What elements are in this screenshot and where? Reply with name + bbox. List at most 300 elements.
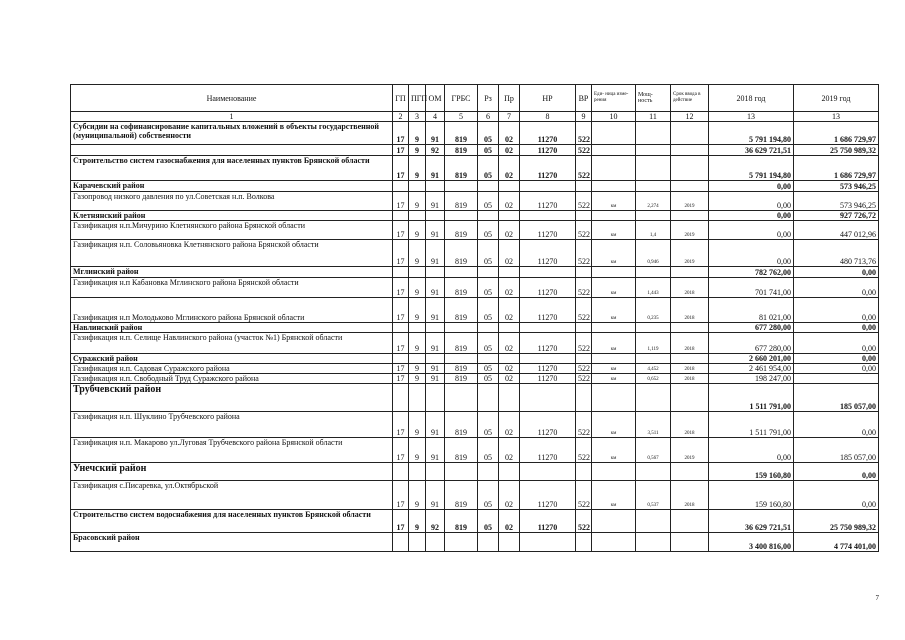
cell-gp: 17 [393,192,409,211]
cell-name: Мглинский район [71,267,393,278]
cell-y2018: 1 511 791,00 [709,384,794,412]
table-row [71,221,879,240]
cell-y2019: 0,00 [794,463,879,481]
cell-grbs [445,354,478,364]
cell-vr: 522 [576,298,592,323]
cell-rz [478,354,499,364]
cell-pr [499,533,520,552]
cell-power [636,211,671,221]
cell-np [520,181,576,192]
cell-unit [592,323,636,333]
cell-rz [478,181,499,192]
cell-name: Газификация н.п. Соловьяновка Клетнянского района Брянской области [71,240,393,267]
cell-y2018: 0,00 [709,438,794,463]
cell-y2018: 2 461 954,00 [709,364,794,374]
table-row [71,267,879,278]
cell-pr: 02 [499,510,520,533]
cell-grbs: 819 [445,412,478,438]
cell-unit [592,181,636,192]
column-index-cell: 12 [671,112,709,122]
cell-om: 92 [426,510,445,533]
cell-gp: 17 [393,510,409,533]
cell-gp [393,463,409,481]
cell-unit [592,122,636,145]
table-row [71,145,879,156]
cell-np: 11270 [520,145,576,156]
cell-y2018: 81 021,00 [709,298,794,323]
cell-gp: 17 [393,278,409,298]
cell-rz: 05 [478,145,499,156]
cell-np: 11270 [520,510,576,533]
cell-power: 1,443 [636,278,671,298]
cell-gp: 17 [393,240,409,267]
cell-term [671,354,709,364]
cell-grbs: 819 [445,192,478,211]
cell-np: 11270 [520,412,576,438]
cell-vr [576,267,592,278]
cell-y2018: 677 280,00 [709,333,794,354]
cell-y2019: 0,00 [794,481,879,510]
cell-grbs: 819 [445,221,478,240]
cell-om: 91 [426,438,445,463]
header-unit: Еди- ница изме- рения [592,85,636,112]
cell-np: 11270 [520,298,576,323]
header-name: Наименование [71,85,393,112]
header-2018: 2018 год [709,85,794,112]
cell-np: 11270 [520,364,576,374]
cell-name: Газификация н.п. Шуклино Трубчевского района [71,412,393,438]
cell-power [636,145,671,156]
cell-name: Газификация н.п. Селище Навлинского района (участок №1) Брянской области [71,333,393,354]
cell-pgp: 9 [409,278,426,298]
cell-power: 0,946 [636,240,671,267]
cell-np [520,354,576,364]
cell-name: Строительство систем газоснабжения для населенных пунктов Брянской области [71,156,393,181]
cell-vr [576,323,592,333]
cell-om [426,533,445,552]
cell-power: 1,4 [636,221,671,240]
cell-vr [576,211,592,221]
cell-term: 2018 [671,481,709,510]
cell-gp: 17 [393,374,409,384]
cell-power [636,533,671,552]
cell-y2018: 36 629 721,51 [709,510,794,533]
cell-np [520,267,576,278]
cell-y2019: 480 713,76 [794,240,879,267]
table-row [71,412,879,438]
cell-name: Карачевский район [71,181,393,192]
column-index-cell: 9 [576,112,592,122]
cell-unit [592,463,636,481]
cell-unit [592,533,636,552]
cell-vr: 522 [576,240,592,267]
cell-np: 11270 [520,240,576,267]
cell-power: 2,274 [636,192,671,211]
cell-y2019: 0,00 [794,364,879,374]
cell-y2018: 159 160,80 [709,481,794,510]
column-index-cell: 2 [393,112,409,122]
cell-vr: 522 [576,438,592,463]
cell-unit [592,145,636,156]
column-index-cell: 5 [445,112,478,122]
cell-pgp [409,267,426,278]
cell-y2019: 0,00 [794,278,879,298]
table-header-row [71,85,879,112]
cell-unit [592,384,636,412]
cell-rz: 05 [478,510,499,533]
cell-pgp: 9 [409,145,426,156]
cell-y2019: 1 686 729,97 [794,156,879,181]
cell-term [671,211,709,221]
cell-name: Газификация н.п. Садовая Суражского района [71,364,393,374]
cell-np [520,533,576,552]
cell-gp [393,267,409,278]
cell-pgp: 9 [409,481,426,510]
cell-gp [393,384,409,412]
header-om: ОМ [426,85,445,112]
cell-grbs: 819 [445,364,478,374]
cell-rz: 05 [478,412,499,438]
table-row [71,122,879,145]
cell-unit: км [592,364,636,374]
cell-om: 91 [426,278,445,298]
cell-grbs: 819 [445,510,478,533]
cell-pr: 02 [499,156,520,181]
cell-gp [393,211,409,221]
cell-om: 91 [426,221,445,240]
cell-grbs: 819 [445,122,478,145]
table-row [71,298,879,323]
cell-rz: 05 [478,192,499,211]
table-row [71,510,879,533]
cell-grbs [445,533,478,552]
header-pr: Пр [499,85,520,112]
header-vr: ВР [576,85,592,112]
cell-om [426,463,445,481]
cell-pr: 02 [499,221,520,240]
cell-grbs: 819 [445,298,478,323]
cell-term: 2018 [671,412,709,438]
cell-np: 11270 [520,192,576,211]
cell-pgp: 9 [409,192,426,211]
cell-y2018: 159 160,80 [709,463,794,481]
cell-y2019: 0,00 [794,333,879,354]
cell-grbs [445,211,478,221]
cell-rz [478,533,499,552]
cell-y2018: 1 511 791,00 [709,412,794,438]
header-rz: Рз [478,85,499,112]
cell-vr [576,354,592,364]
cell-om [426,323,445,333]
cell-y2019 [794,374,879,384]
cell-pr [499,463,520,481]
cell-name: Брасовский район [71,533,393,552]
cell-pr: 02 [499,364,520,374]
cell-unit: км [592,221,636,240]
cell-power [636,156,671,181]
cell-term [671,156,709,181]
cell-name [71,145,393,156]
cell-unit: км [592,481,636,510]
cell-pgp: 9 [409,510,426,533]
cell-y2019: 0,00 [794,354,879,364]
cell-unit [592,156,636,181]
column-index-cell: 13 [709,112,794,122]
cell-gp: 17 [393,298,409,323]
cell-pgp [409,384,426,412]
cell-gp: 17 [393,438,409,463]
cell-name: Строительство систем водоснабжения для населенных пунктов Брянской области [71,510,393,533]
cell-rz: 05 [478,364,499,374]
cell-y2018: 0,00 [709,192,794,211]
cell-om: 91 [426,156,445,181]
cell-gp: 17 [393,122,409,145]
cell-y2019: 25 750 989,32 [794,145,879,156]
cell-power: 0,537 [636,481,671,510]
cell-power [636,463,671,481]
cell-unit [592,267,636,278]
table-row [71,463,879,481]
cell-power [636,181,671,192]
cell-power [636,354,671,364]
cell-vr: 522 [576,481,592,510]
table-row [71,374,879,384]
cell-pgp: 9 [409,240,426,267]
column-index-cell: 13 [794,112,879,122]
cell-y2019: 185 057,00 [794,384,879,412]
cell-vr: 522 [576,364,592,374]
cell-pgp: 9 [409,298,426,323]
cell-pr: 02 [499,438,520,463]
table-row [71,323,879,333]
cell-name: Субсидии на софинансирование капитальных вложений в объекты государственной (муниципальной) собственности [71,122,393,145]
cell-pr: 02 [499,298,520,323]
cell-om [426,181,445,192]
cell-vr: 522 [576,412,592,438]
cell-grbs: 819 [445,145,478,156]
cell-term [671,145,709,156]
cell-rz: 05 [478,221,499,240]
cell-om [426,384,445,412]
cell-pgp: 9 [409,333,426,354]
cell-name: Газификация н.п Молодьково Мглинского района Брянской области [71,298,393,323]
cell-name: Газификация н.п.Мичурино Клетнянского района Брянской области [71,221,393,240]
cell-rz: 05 [478,298,499,323]
cell-unit [592,354,636,364]
cell-pr [499,267,520,278]
cell-unit: км [592,412,636,438]
cell-vr: 522 [576,278,592,298]
column-index-cell: 11 [636,112,671,122]
cell-unit [592,510,636,533]
cell-pr [499,354,520,364]
cell-y2018: 198 247,00 [709,374,794,384]
cell-y2018: 3 400 816,00 [709,533,794,552]
cell-pgp [409,181,426,192]
cell-pgp: 9 [409,364,426,374]
table-row [71,333,879,354]
cell-np: 11270 [520,122,576,145]
cell-unit: км [592,192,636,211]
cell-gp: 17 [393,364,409,374]
cell-gp: 17 [393,333,409,354]
cell-pr: 02 [499,192,520,211]
cell-y2019: 185 057,00 [794,438,879,463]
cell-term [671,323,709,333]
cell-y2019: 25 750 989,32 [794,510,879,533]
cell-vr: 522 [576,122,592,145]
column-index-cell: 1 [71,112,393,122]
table-row [71,192,879,211]
cell-pr [499,211,520,221]
table-row [71,278,879,298]
cell-gp [393,533,409,552]
cell-unit: км [592,240,636,267]
cell-vr: 522 [576,192,592,211]
cell-vr: 522 [576,510,592,533]
cell-np: 11270 [520,221,576,240]
cell-y2019: 0,00 [794,298,879,323]
cell-unit: км [592,438,636,463]
cell-term [671,122,709,145]
cell-grbs: 819 [445,438,478,463]
cell-power: 3,511 [636,412,671,438]
cell-vr [576,181,592,192]
cell-om: 91 [426,298,445,323]
cell-rz: 05 [478,240,499,267]
cell-vr: 522 [576,156,592,181]
column-index-cell: 6 [478,112,499,122]
cell-om: 91 [426,240,445,267]
cell-vr [576,533,592,552]
cell-unit: км [592,374,636,384]
cell-y2019: 0,00 [794,323,879,333]
cell-rz: 05 [478,438,499,463]
cell-y2018: 782 762,00 [709,267,794,278]
cell-name: Газификация н.п. Свободный Труд Суражского района [71,374,393,384]
cell-grbs: 819 [445,156,478,181]
cell-name: Газификация с.Писаревка, ул.Октябрьской [71,481,393,510]
cell-pgp: 9 [409,438,426,463]
cell-term: 2019 [671,192,709,211]
cell-power [636,323,671,333]
cell-name: Унечский район [71,463,393,481]
cell-y2018: 0,00 [709,240,794,267]
cell-pgp [409,463,426,481]
cell-rz [478,267,499,278]
cell-power [636,510,671,533]
header-2019: 2019 год [794,85,879,112]
cell-name: Навлинский район [71,323,393,333]
cell-om: 92 [426,145,445,156]
cell-pr: 02 [499,481,520,510]
cell-y2018: 0,00 [709,181,794,192]
cell-om: 91 [426,364,445,374]
cell-grbs [445,384,478,412]
cell-term: 2018 [671,278,709,298]
cell-y2018: 36 629 721,51 [709,145,794,156]
cell-grbs: 819 [445,278,478,298]
cell-rz: 05 [478,156,499,181]
header-np: НР [520,85,576,112]
cell-term: 2019 [671,240,709,267]
cell-term: 2018 [671,374,709,384]
column-index-row [71,112,879,122]
cell-term: 2018 [671,364,709,374]
cell-np: 11270 [520,481,576,510]
cell-y2018: 2 660 201,00 [709,354,794,364]
cell-om: 91 [426,481,445,510]
table-row [71,181,879,192]
cell-pgp [409,354,426,364]
column-index-cell: 8 [520,112,576,122]
cell-y2018: 5 791 194,80 [709,122,794,145]
cell-vr: 522 [576,333,592,354]
cell-rz [478,463,499,481]
cell-om: 91 [426,122,445,145]
column-index-cell: 7 [499,112,520,122]
cell-pgp [409,533,426,552]
cell-pr [499,384,520,412]
table-row [71,438,879,463]
column-index-cell: 10 [592,112,636,122]
table-row [71,384,879,412]
cell-term: 2019 [671,221,709,240]
cell-np: 11270 [520,156,576,181]
cell-gp: 17 [393,481,409,510]
cell-pgp: 9 [409,122,426,145]
column-index-cell: 4 [426,112,445,122]
cell-grbs [445,267,478,278]
cell-pr: 02 [499,122,520,145]
cell-np [520,323,576,333]
cell-gp: 17 [393,412,409,438]
cell-np: 11270 [520,278,576,298]
cell-gp: 17 [393,145,409,156]
cell-y2018: 0,00 [709,221,794,240]
cell-vr: 522 [576,374,592,384]
cell-unit: км [592,298,636,323]
cell-power: 0,652 [636,374,671,384]
cell-name: Суражский район [71,354,393,364]
cell-term [671,533,709,552]
cell-vr [576,463,592,481]
cell-y2018: 677 280,00 [709,323,794,333]
cell-om: 91 [426,374,445,384]
cell-om [426,211,445,221]
header-power: Мощ- ность [636,85,671,112]
cell-rz: 05 [478,333,499,354]
cell-term [671,267,709,278]
table-row [71,156,879,181]
cell-name: Газификация н.п. Макарово ул.Луговая Трубчевского района Брянской области [71,438,393,463]
header-gp: ГП [393,85,409,112]
cell-term: 2019 [671,438,709,463]
cell-np: 11270 [520,333,576,354]
cell-power [636,267,671,278]
cell-rz [478,211,499,221]
cell-pr [499,181,520,192]
cell-y2019: 4 774 401,00 [794,533,879,552]
cell-gp [393,323,409,333]
cell-grbs: 819 [445,240,478,267]
table-row [71,354,879,364]
budget-table [70,84,879,552]
cell-vr: 522 [576,145,592,156]
cell-term [671,463,709,481]
cell-pr: 02 [499,145,520,156]
table-row [71,533,879,552]
